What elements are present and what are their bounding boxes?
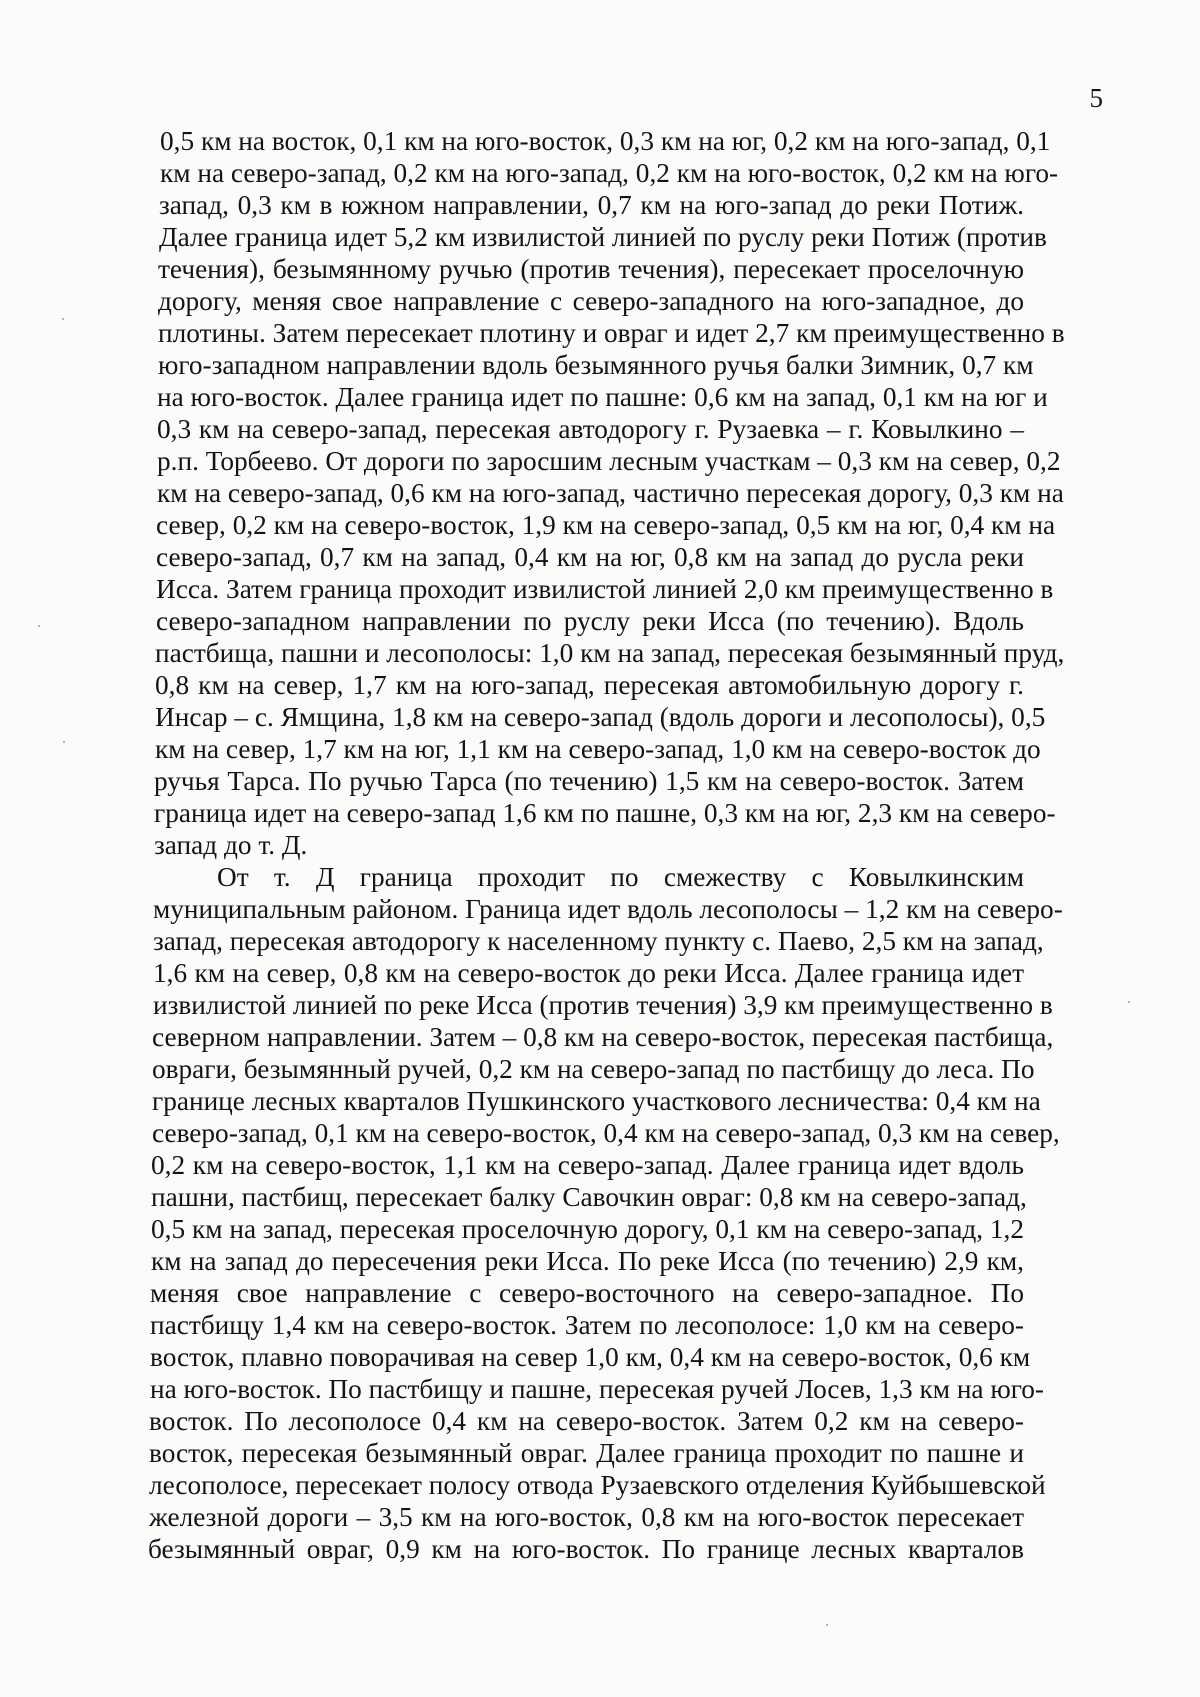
text-line: северном направлении. Затем – 0,8 км на северо-восток, пересекая пастбища,	[152, 1022, 1054, 1052]
scan-speck	[1128, 1001, 1130, 1003]
text-line: северо-западном направлении по руслу реки Исса (по течению). Вдоль	[156, 606, 1024, 636]
text-line: Далее граница идет 5,2 км извилистой линией по руслу реки Потиж (против	[159, 222, 1047, 252]
text-line: северо-запад, 0,7 км на запад, 0,4 км на юг, 0,8 км на запад до русла реки	[156, 542, 1024, 572]
scan-speck	[826, 1624, 828, 1626]
text-line: границе лесных кварталов Пушкинского участкового лесничества: 0,4 км на	[152, 1086, 1041, 1116]
text-line: запад, 0,3 км в южном направлении, 0,7 км на юго-запад до реки Потиж.	[159, 190, 1024, 220]
page-number: 5	[1089, 83, 1103, 113]
text-line: 0,5 км на восток, 0,1 км на юго-восток, 0,3 км на юг, 0,2 км на юго-запад, 0,1	[160, 126, 1051, 156]
text-line: запад, пересекая автодорогу к населенному пункту с. Паево, 2,5 км на запад,	[153, 926, 1044, 956]
text-line: лесополосе, пересекает полосу отвода Рузаевского отделения Куйбышевской	[149, 1470, 1046, 1500]
text-line: 0,2 км на северо-восток, 1,1 км на северо-запад. Далее граница идет вдоль	[151, 1150, 1024, 1180]
text-line: км на северо-запад, 0,2 км на юго-запад, 0,2 км на юго-восток, 0,2 км на юго-	[160, 158, 1059, 188]
text-line: течения), безымянному ручью (против течения), пересекает проселочную	[158, 254, 1024, 284]
text-line: 0,3 км на северо-запад, пересекая автодорогу г. Рузаевка – г. Ковылкино –	[157, 414, 1024, 444]
text-line: граница идет на северо-запад 1,6 км по пашне, 0,3 км на юг, 2,3 км на северо-	[154, 798, 1056, 828]
text-line: восток, плавно поворачивая на север 1,0 км, 0,4 км на северо-восток, 0,6 км	[150, 1342, 1031, 1372]
text-line: извилистой линией по реке Исса (против течения) 3,9 км преимущественно в	[153, 990, 1053, 1020]
text-line: юго-западном направлении вдоль безымянного ручья балки Зимник, 0,7 км	[158, 350, 1034, 380]
text-line: плотины. Затем пересекает плотину и овраг и идет 2,7 км преимущественно в	[158, 318, 1065, 348]
text-line: р.п. Торбеево. От дороги по заросшим лесным участкам – 0,3 км на север, 0,2	[157, 446, 1061, 476]
text-line: 0,5 км на запад, пересекая проселочную дорогу, 0,1 км на северо-запад, 1,2	[151, 1214, 1024, 1244]
text-line: пашни, пастбищ, пересекает балку Савочкин овраг: 0,8 км на северо-запад,	[151, 1182, 1027, 1212]
text-line: меняя свое направление с северо-восточного на северо-западное. По	[150, 1278, 1024, 1308]
text-line: км на север, 1,7 км на юг, 1,1 км на северо-запад, 1,0 км на северо-восток до	[155, 734, 1041, 764]
text-line: Исса. Затем граница проходит извилистой линией 2,0 км преимущественно в	[156, 574, 1054, 604]
text-line: на юго-восток. Далее граница идет по пашне: 0,6 км на запад, 0,1 км на юг и	[157, 382, 1048, 412]
text-line: дорогу, меняя свое направление с северо-западного на юго-западное, до	[158, 286, 1024, 316]
scan-speck	[62, 318, 64, 320]
text-line: пастбищу 1,4 км на северо-восток. Затем по лесополосе: 1,0 км на северо-	[150, 1310, 1024, 1340]
text-line: км на запад до пересечения реки Исса. По реке Исса (по течению) 2,9 км,	[151, 1246, 1024, 1276]
text-line: восток, пересекая безымянный овраг. Далее граница проходит по пашне и	[149, 1438, 1024, 1468]
text-line: овраги, безымянный ручей, 0,2 км на северо-запад по пастбищу до леса. По	[152, 1054, 1035, 1084]
text-line: муниципальным районом. Граница идет вдоль лесополосы – 1,2 км на северо-	[153, 894, 1063, 924]
text-line: 0,8 км на север, 1,7 км на юго-запад, пересекая автомобильную дорогу г.	[155, 670, 1024, 700]
text-line: север, 0,2 км на северо-восток, 1,9 км на северо-запад, 0,5 км на юг, 0,4 км на	[156, 510, 1056, 540]
text-line: 1,6 км на север, 0,8 км на северо-восток до реки Исса. Далее граница идет	[153, 958, 1024, 988]
text-line: на юго-восток. По пастбищу и пашне, пересекая ручей Лосев, 1,3 км на юго-	[150, 1374, 1045, 1404]
scan-speck	[38, 625, 40, 627]
text-line: северо-запад, 0,1 км на северо-восток, 0,4 км на северо-запад, 0,3 км на север,	[152, 1118, 1060, 1148]
text-line: восток. По лесополосе 0,4 км на северо-восток. Затем 0,2 км на северо-	[149, 1406, 1024, 1436]
text-line: запад до т. Д.	[154, 830, 308, 860]
text-line: ручья Тарса. По ручью Тарса (по течению) 1,5 км на северо-восток. Затем	[154, 766, 1024, 796]
text-line: безымянный овраг, 0,9 км на юго-восток. По границе лесных кварталов	[148, 1534, 1024, 1564]
text-line: км на северо-запад, 0,6 км на юго-запад, частично пересекая дорогу, 0,3 км на	[157, 478, 1064, 508]
text-line: Инсар – с. Ямщина, 1,8 км на северо-запад (вдоль дороги и лесополосы), 0,5	[155, 702, 1046, 732]
scan-speck	[63, 741, 65, 743]
text-line: пастбища, пашни и лесополосы: 1,0 км на запад, пересекая безымянный пруд,	[155, 638, 1065, 668]
text-line: железной дороги – 3,5 км на юго-восток, 0,8 км на юго-восток пересекает	[149, 1502, 1024, 1532]
text-line: От т. Д граница проходит по смежеству с Ковылкинским	[217, 862, 1024, 892]
